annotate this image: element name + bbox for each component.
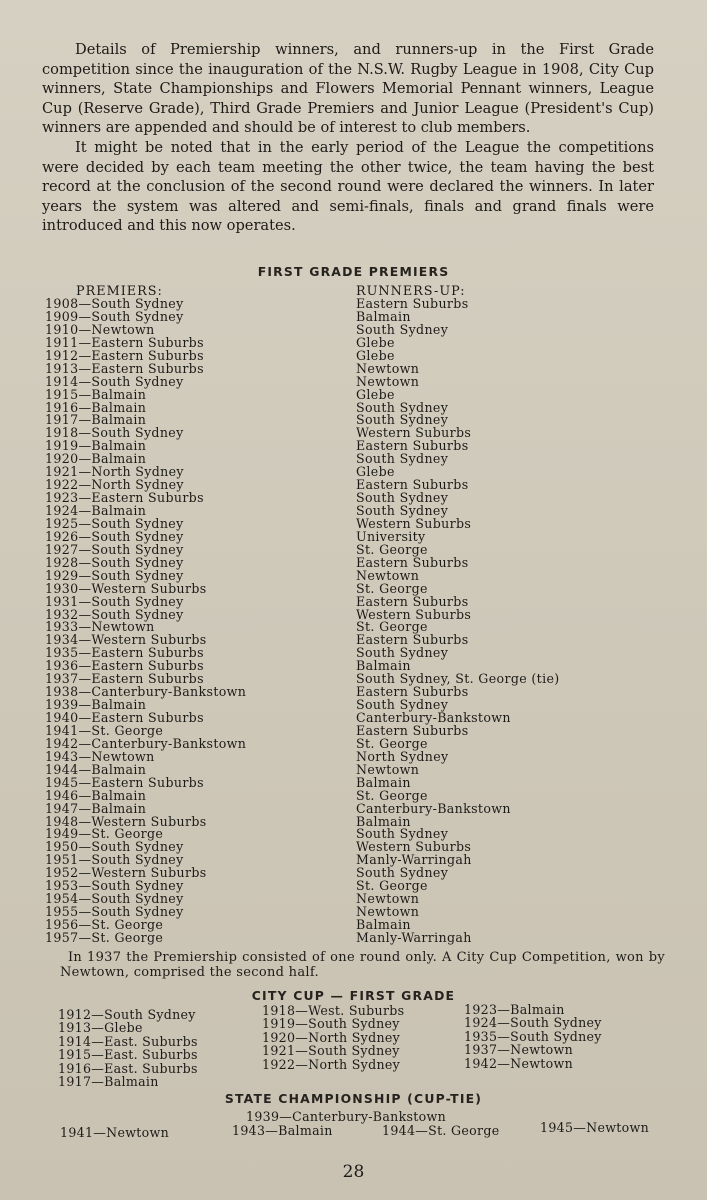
premier-entry: 1916—Balmain bbox=[45, 399, 147, 415]
runner-up-entry: Newtown bbox=[356, 761, 420, 777]
runner-up-entry: South Sydney bbox=[356, 865, 449, 881]
runner-up-entry: Balmain bbox=[356, 308, 411, 324]
page-number: 28 bbox=[342, 1162, 365, 1182]
runner-up-entry: North Sydney bbox=[356, 748, 449, 764]
runner-up-entry: University bbox=[356, 528, 426, 544]
premier-entry: 1934—Western Suburbs bbox=[45, 632, 207, 648]
first-grade-heading: FIRST GRADE PREMIERS bbox=[257, 264, 450, 279]
city-cup-column-1 bbox=[58, 1008, 198, 1088]
premier-entry: 1949—St. George bbox=[45, 826, 164, 842]
runner-up-entry: Western Suburbs bbox=[356, 515, 472, 531]
runner-up-entry: South Sydney bbox=[356, 503, 449, 518]
runner-up-entry: Balmain bbox=[356, 917, 411, 932]
runner-up-entry: St. George bbox=[356, 541, 428, 557]
runner-up-entry: Western Suburbs bbox=[356, 606, 472, 622]
premier-entry: 1941—St. George bbox=[45, 722, 164, 738]
premier-entry: 1938—Canterbury-Bankstown bbox=[45, 684, 247, 700]
premier-entry: 1940—Eastern Suburbs bbox=[45, 710, 204, 725]
runner-up-entry: Manly-Warringah bbox=[356, 929, 472, 945]
runner-up-entry: Newtown bbox=[356, 567, 420, 583]
runner-up-entry: Eastern Suburbs bbox=[356, 438, 469, 454]
runner-up-entry: South Sydney bbox=[356, 399, 449, 415]
runner-up-entry: Glebe bbox=[356, 464, 395, 480]
note-text: In 1937 the Premiership consisted of one round only. A City Cup Competition, won by Newtown, comprised the second half. bbox=[60, 950, 665, 980]
premier-entry: 1942—Canterbury-Bankstown bbox=[45, 735, 247, 751]
runner-up-entry: Newtown bbox=[356, 904, 420, 920]
premier-entry: 1939—Balmain bbox=[45, 697, 147, 713]
premier-entry: 1952—Western Suburbs bbox=[45, 865, 207, 881]
premier-entry: 1953—South Sydney bbox=[45, 878, 184, 894]
city-cup-entry: 1917—Balmain bbox=[58, 1073, 159, 1089]
intro-text bbox=[42, 40, 654, 236]
runner-up-entry: South Sydney bbox=[356, 321, 449, 337]
runner-up-entry: South Sydney bbox=[356, 645, 449, 661]
premier-entry: 1913—Eastern Suburbs bbox=[45, 360, 204, 376]
premier-entry: 1937—Eastern Suburbs bbox=[45, 671, 204, 687]
runner-up-entry: Newtown bbox=[356, 891, 420, 907]
premier-entry: 1922—North Sydney bbox=[45, 477, 184, 493]
runner-up-entry: Eastern Suburbs bbox=[356, 684, 469, 700]
runner-up-entry: Eastern Suburbs bbox=[356, 593, 469, 609]
premier-entry: 1921—North Sydney bbox=[45, 464, 184, 480]
city-cup-entry: 1921—South Sydney bbox=[262, 1043, 400, 1059]
runner-up-entry: South Sydney, St. George (tie) bbox=[356, 671, 560, 687]
premier-entry: 1933—Newtown bbox=[45, 619, 155, 635]
runner-up-entry: Glebe bbox=[356, 334, 395, 350]
premiers-list bbox=[45, 298, 246, 945]
premier-entry: 1956—St. George bbox=[45, 917, 164, 932]
runner-up-entry: South Sydney bbox=[356, 697, 449, 713]
premier-entry: 1931—South Sydney bbox=[45, 593, 184, 609]
state-championship-1939: 1939—Canterbury-Bankstown bbox=[246, 1109, 446, 1124]
premier-entry: 1923—Eastern Suburbs bbox=[45, 490, 204, 506]
runner-up-entry: Glebe bbox=[356, 347, 395, 363]
premiership-note bbox=[60, 950, 665, 980]
premier-entry: 1932—South Sydney bbox=[45, 606, 184, 622]
city-cup-entry: 1937—Newtown bbox=[464, 1042, 574, 1058]
city-cup-entry: 1915—East. Suburbs bbox=[58, 1047, 198, 1063]
premier-entry: 1954—South Sydney bbox=[45, 891, 184, 907]
premier-entry: 1911—Eastern Suburbs bbox=[45, 334, 204, 350]
premier-entry: 1943—Newtown bbox=[45, 748, 155, 764]
runner-up-entry: Canterbury-Bankstown bbox=[356, 710, 511, 725]
runner-up-entry: South Sydney bbox=[356, 490, 449, 506]
premier-entry: 1912—Eastern Suburbs bbox=[45, 347, 204, 363]
premier-entry: 1927—South Sydney bbox=[45, 541, 184, 557]
premier-entry: 1908—South Sydney bbox=[45, 296, 184, 311]
premier-entry: 1925—South Sydney bbox=[45, 515, 184, 531]
city-cup-entry: 1912—South Sydney bbox=[58, 1007, 196, 1022]
intro-paragraph-2: It might be noted that in the early period of the League the competitions were decided by each team meeting the other twice, the team having the best record at the conclusion of the second round were declared the winners. In later years the system was altered and semi-finals, finals and grand finals were introduced and this now operates. bbox=[42, 138, 654, 235]
city-cup-entry: 1914—East. Suburbs bbox=[58, 1033, 198, 1049]
runner-up-entry: Eastern Suburbs bbox=[356, 554, 469, 570]
premier-entry: 1910—Newtown bbox=[45, 321, 155, 337]
city-cup-entry: 1924—South Sydney bbox=[464, 1015, 602, 1031]
runner-up-entry: Glebe bbox=[356, 386, 395, 402]
city-cup-entry: 1919—South Sydney bbox=[262, 1016, 400, 1032]
city-cup-entry: 1916—East. Suburbs bbox=[58, 1060, 198, 1076]
runner-up-entry: Western Suburbs bbox=[356, 425, 472, 441]
runner-up-entry: St. George bbox=[356, 619, 428, 635]
city-cup-entry: 1920—North Sydney bbox=[262, 1029, 401, 1045]
premier-entry: 1945—Eastern Suburbs bbox=[45, 774, 204, 790]
premier-entry: 1914—South Sydney bbox=[45, 373, 184, 389]
runner-up-entry: St. George bbox=[356, 735, 428, 751]
premier-entry: 1926—South Sydney bbox=[45, 528, 184, 544]
premier-entry: 1917—Balmain bbox=[45, 412, 147, 428]
premier-entry: 1955—South Sydney bbox=[45, 904, 184, 920]
runner-up-entry: Eastern Suburbs bbox=[356, 632, 469, 648]
city-cup-entry: 1942—Newtown bbox=[464, 1055, 574, 1071]
premier-entry: 1924—Balmain bbox=[45, 503, 147, 518]
premier-entry: 1950—South Sydney bbox=[45, 839, 184, 855]
premier-entry: 1929—South Sydney bbox=[45, 567, 184, 583]
state-championship-heading: STATE CHAMPIONSHIP (CUP-TIE) bbox=[224, 1091, 483, 1106]
premier-entry: 1909—South Sydney bbox=[45, 308, 184, 324]
city-cup-entry: 1922—North Sydney bbox=[262, 1056, 401, 1072]
runner-up-entry: Balmain bbox=[356, 813, 411, 829]
runner-up-entry: St. George bbox=[356, 878, 428, 894]
runners-up-label: RUNNERS-UP: bbox=[356, 284, 466, 299]
runner-up-entry: Manly-Warringah bbox=[356, 852, 472, 868]
premier-entry: 1915—Balmain bbox=[45, 386, 147, 402]
runner-up-entry: Eastern Suburbs bbox=[356, 722, 469, 738]
city-cup-heading: CITY CUP — FIRST GRADE bbox=[251, 988, 456, 1003]
city-cup-column-3 bbox=[464, 1003, 602, 1070]
runner-up-entry: Balmain bbox=[356, 658, 411, 674]
runner-up-entry: St. George bbox=[356, 787, 428, 803]
premiers-label: PREMIERS: bbox=[76, 284, 163, 299]
premier-entry: 1936—Eastern Suburbs bbox=[45, 658, 204, 674]
runner-up-entry: South Sydney bbox=[356, 826, 449, 842]
city-cup-entry: 1918—West. Suburbs bbox=[262, 1003, 405, 1018]
premier-entry: 1946—Balmain bbox=[45, 787, 147, 803]
premier-entry: 1920—Balmain bbox=[45, 451, 147, 467]
city-cup-entry: 1913—Glebe bbox=[58, 1020, 143, 1036]
premier-entry: 1947—Balmain bbox=[45, 800, 147, 816]
premier-entry: 1930—Western Suburbs bbox=[45, 580, 207, 596]
premier-entry: 1928—South Sydney bbox=[45, 554, 184, 570]
runner-up-entry: Western Suburbs bbox=[356, 839, 472, 855]
premier-entry: 1957—St. George bbox=[45, 929, 164, 945]
runner-up-entry: Canterbury-Bankstown bbox=[356, 800, 511, 816]
intro-paragraph-1: Details of Premiership winners, and runners-up in the First Grade competition since the inauguration of the N.S.W. Rugby League in 1908, City Cup winners, State Championships and Flowers Memorial Pennant winners, League Cup (Reserve Grade), Third Grade Premiers and Junior League (President's Cup) winners are appended and should be of interest to club members. bbox=[42, 41, 654, 137]
runners-up-list bbox=[356, 298, 560, 945]
runner-up-entry: Newtown bbox=[356, 360, 420, 376]
runner-up-entry: St. George bbox=[356, 580, 428, 596]
premier-entry: 1951—South Sydney bbox=[45, 852, 184, 868]
runner-up-entry: South Sydney bbox=[356, 451, 449, 467]
premier-entry: 1918—South Sydney bbox=[45, 425, 184, 441]
premier-entry: 1944—Balmain bbox=[45, 761, 147, 777]
state-championship-1943: 1943—Balmain bbox=[232, 1123, 333, 1138]
runner-up-entry: South Sydney bbox=[356, 412, 449, 428]
runner-up-entry: Eastern Suburbs bbox=[356, 477, 469, 493]
runner-up-entry: Newtown bbox=[356, 373, 420, 389]
premier-entry: 1919—Balmain bbox=[45, 438, 147, 454]
state-championship-1941: 1941—Newtown bbox=[60, 1125, 170, 1140]
state-championship-1944: 1944—St. George bbox=[382, 1123, 500, 1138]
city-cup-column-2 bbox=[262, 1004, 404, 1071]
premier-entry: 1935—Eastern Suburbs bbox=[45, 645, 204, 661]
city-cup-entry: 1923—Balmain bbox=[464, 1002, 565, 1017]
runner-up-entry: Balmain bbox=[356, 774, 411, 790]
runner-up-entry: Eastern Suburbs bbox=[356, 296, 469, 311]
city-cup-entry: 1935—South Sydney bbox=[464, 1028, 602, 1044]
state-championship-1945: 1945—Newtown bbox=[540, 1120, 650, 1135]
premier-entry: 1948—Western Suburbs bbox=[45, 813, 207, 829]
